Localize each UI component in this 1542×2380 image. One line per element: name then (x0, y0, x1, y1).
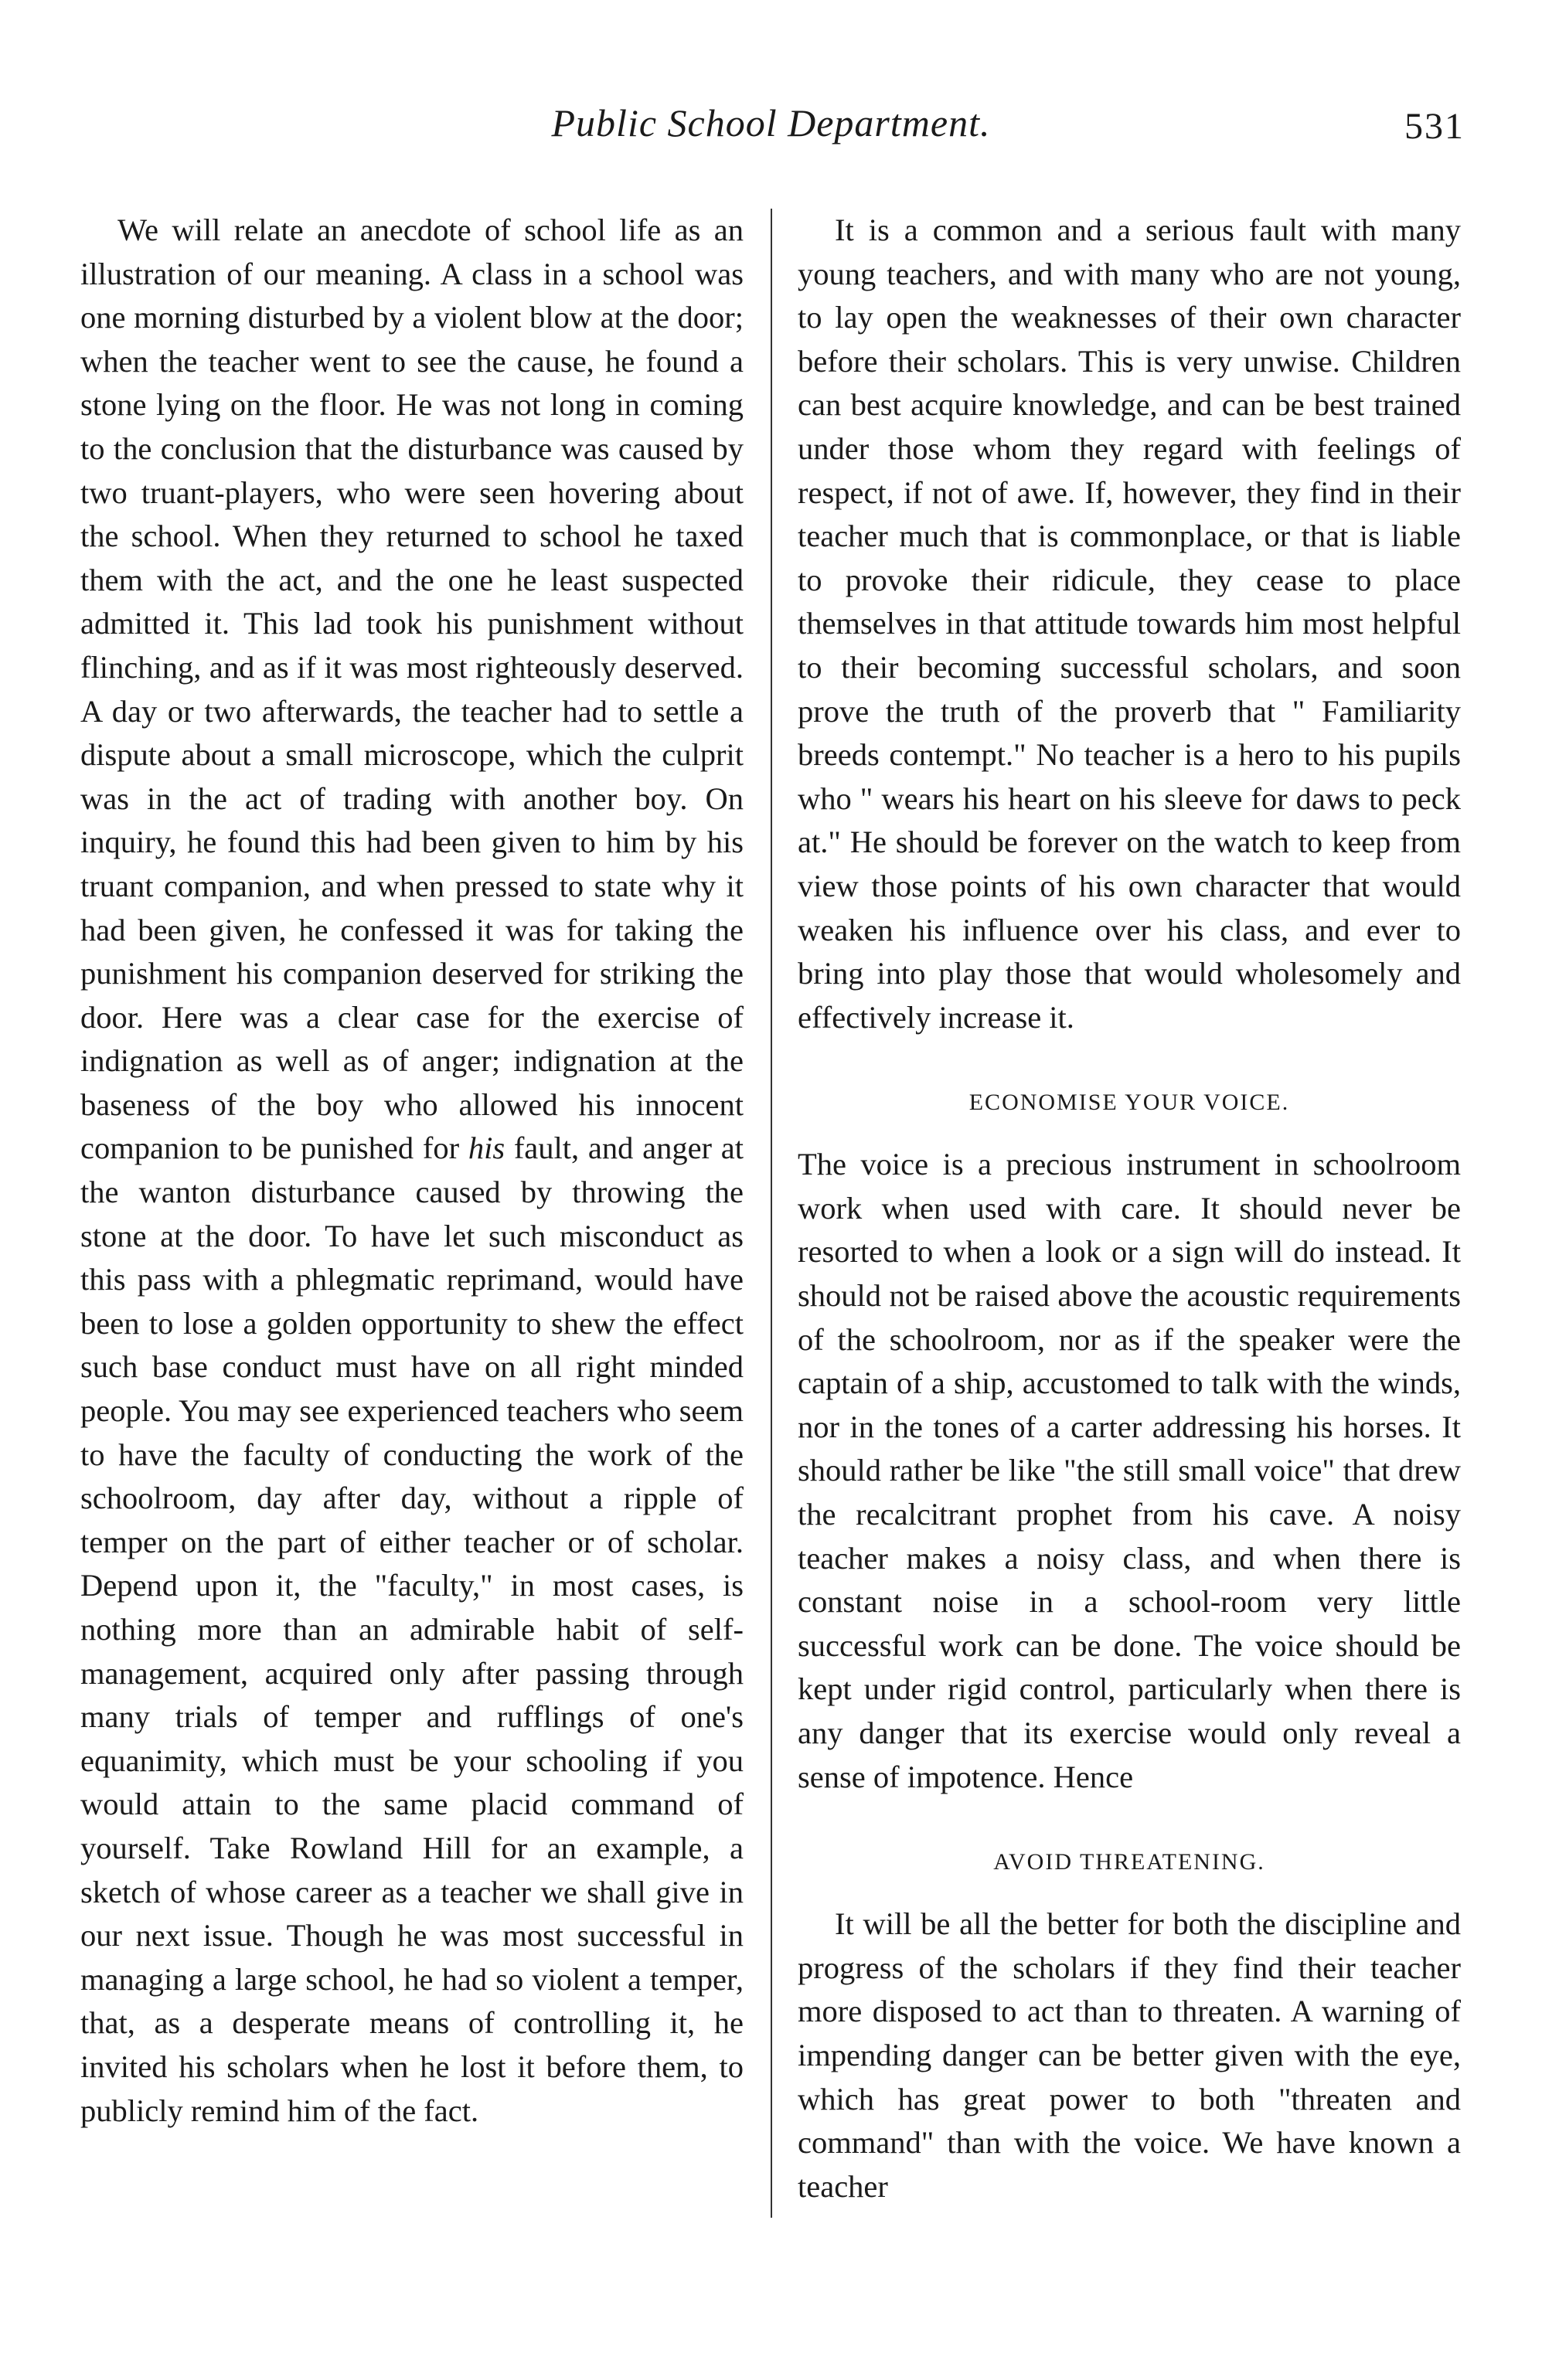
running-head (0, 100, 1542, 155)
running-title: Public School Department. (551, 101, 991, 144)
right-paragraph-3: It will be all the better for both the discipline and progress of the scholars if they find their teacher more disposed to act than to threaten. A warning of impending danger can be better given with the eye, which has great power to both "threaten and command" than with the voice. We have known a teacher (798, 1906, 1461, 2204)
left-column (80, 209, 744, 2133)
page-number: 531 (1404, 106, 1465, 147)
right-paragraph-1: It is a common and a serious fault with many young teachers, and with many who are not young, to lay open the weaknesses of their own character before their scholars. This is very unwise. Children can best acquire knowledge, and can be best trained under those whom they regard with feelings of respect, if not of awe. If, however, they find in their teacher much that is commonplace, or that is liable to provoke their ridicule, they cease to place themselves in that attitude towards him most helpful to their becoming successful scholars, and soon prove the truth of the proverb that " Familiarity breeds contempt." No teacher is a hero to his pupils who " wears his heart on his sleeve for daws to peck at." He should be forever on the watch to keep from view those points of his own character that would weaken his influence over his class, and ever to bring into play those that would wholesomely and effectively increase it. (798, 212, 1461, 1035)
section-heading-economise-voice: ECONOMISE YOUR VOICE. (968, 1090, 1290, 1116)
left-paragraph-1-text: We will relate an anecdote of school life as an illustration of our meaning. A class in a school was one morning disturbed by a violent blow at the door; when the teacher went to see the cause, he found a stone lying on the floor. He was not long in coming to the conclusion that the disturbance was caused by two truant-players, who were seen hovering about the school. When they returned to school he taxed them with the act, and the one he least suspected admitted it. This lad took his punishment without flinching, and as if it was most righteously deserved. A day or two afterwards, the teacher had to settle a dispute about a small microscope, which the culprit was in the act of trading with another boy. On inquiry, he found this had been given to him by his truant companion, and when pressed to state why it had been given, he confessed it was for taking the punishment his companion deserved for striking the door. Here was a clear case for the exercise of indignation as well as of anger; indignation at the baseness of the boy who allowed his innocent companion to be punished for (80, 212, 744, 1166)
right-column (798, 209, 1461, 2208)
section-heading-avoid-threatening: AVOID THREATENING. (993, 1849, 1265, 1875)
left-paragraph-1-emphasis: his (468, 1130, 505, 1166)
column-divider (771, 209, 772, 2218)
left-paragraph-1 (80, 209, 744, 2133)
right-paragraph-2: The voice is a precious instrument in schoolroom work when used with care. It should never be resorted to when a look or a sign will do instead. It should not be raised above the acoustic requirements of the schoolroom, nor as if the speaker were the captain of a ship, accustomed to talk with the winds, nor in the tones of a carter addressing his horses. It should rather be like "the still small voice" that drew the recalcitrant prophet from his cave. A noisy teacher makes a noisy class, and when there is constant noise in a school-room very little successful work can be done. The voice should be kept under rigid control, particularly when there is any danger that its exercise would only reveal a sense of impotence. Hence (798, 1147, 1461, 1794)
left-paragraph-1-end: fault, and anger at the wanton disturbance caused by throwing the stone at the door. To have let such misconduct as this pass with a phlegmatic reprimand, would have been to lose a golden opportunity to shew the effect such base conduct must have on all right minded people. You may see experienced teachers who seem to have the faculty of conducting the work of the schoolroom, day after day, without a ripple of temper on the part of either teacher or of scholar. Depend upon it, the "faculty," in most cases, is nothing more than an admirable habit of self-management, acquired only after passing through many trials of temper and rufflings of one's equanimity, which must be your schooling if you would attain to the same placid command of yourself. Take Rowland Hill for an example, a sketch of whose career as a teacher we shall give in our next issue. Though he was most successful in managing a large school, he had so violent a temper, that, as a desperate means of controlling it, he invited his scholars when he lost it before them, to publicly remind him of the fact. (80, 1130, 744, 2128)
